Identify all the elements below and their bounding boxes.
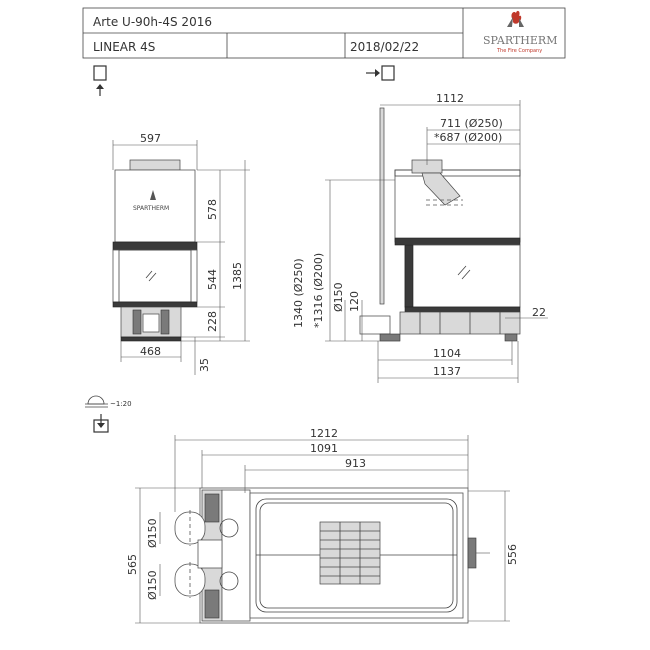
plan-view bbox=[126, 427, 519, 623]
dim-air-height: 120 bbox=[348, 291, 361, 312]
svg-text:SPARTHERM: SPARTHERM bbox=[133, 205, 170, 212]
dim-flue-offset-250: 711 (Ø250) bbox=[440, 117, 503, 130]
side-glass bbox=[405, 245, 520, 307]
dim-glass-height: 544 bbox=[206, 269, 219, 290]
dim-base-height: 228 bbox=[206, 311, 219, 332]
air-inlet-side bbox=[360, 316, 390, 334]
dim-flue-height-200: *1316 (Ø200) bbox=[312, 252, 325, 328]
dim-flue-height-250: 1340 (Ø250) bbox=[292, 258, 305, 328]
front-view-icon bbox=[94, 66, 106, 96]
scale-label: ~1:20 bbox=[110, 400, 132, 408]
burner-grate bbox=[320, 522, 380, 584]
dim-base-width: 468 bbox=[140, 345, 161, 358]
door-handle bbox=[468, 538, 476, 568]
front-view bbox=[113, 132, 250, 375]
model-name: Arte U-90h-4S 2016 bbox=[93, 15, 212, 29]
front-glass bbox=[113, 250, 197, 302]
dim-plan-depth-left: 565 bbox=[126, 554, 139, 575]
brand-logo bbox=[483, 11, 557, 54]
dim-air-top-diameter: Ø150 bbox=[146, 518, 159, 548]
variant-name: LINEAR 4S bbox=[93, 40, 156, 54]
brand-tagline: The Fire Company bbox=[497, 48, 543, 54]
dim-side-base-depth: 1104 bbox=[433, 347, 461, 360]
dim-total-height: 1385 bbox=[231, 262, 244, 290]
dim-air-diameter: Ø150 bbox=[332, 282, 345, 312]
dim-plan-depth-right: 556 bbox=[506, 544, 519, 565]
drawing-date: 2018/02/22 bbox=[350, 40, 420, 54]
dim-plan-mid-width: 1091 bbox=[310, 442, 338, 455]
dim-side-depth: 1112 bbox=[436, 92, 464, 105]
dim-plan-outer-width: 1212 bbox=[310, 427, 338, 440]
dim-base-side: 22 bbox=[532, 306, 546, 319]
title-block bbox=[83, 8, 565, 58]
dim-air-bottom-diameter: Ø150 bbox=[146, 570, 159, 600]
dim-front-width: 597 bbox=[140, 132, 161, 145]
dim-upper-height: 578 bbox=[206, 199, 219, 220]
side-view bbox=[292, 92, 548, 383]
side-upper-cladding bbox=[395, 170, 520, 242]
brand-name: SPARTHERM bbox=[483, 34, 558, 47]
dim-flue-offset-200: *687 (Ø200) bbox=[434, 131, 503, 144]
side-view-icon bbox=[366, 66, 394, 80]
top-view-icon bbox=[94, 414, 108, 432]
dim-side-outer-depth: 1137 bbox=[433, 365, 461, 378]
dim-plan-inner-width: 913 bbox=[345, 457, 366, 470]
scale-icon bbox=[85, 396, 132, 408]
dim-leg-height: 35 bbox=[198, 358, 211, 372]
